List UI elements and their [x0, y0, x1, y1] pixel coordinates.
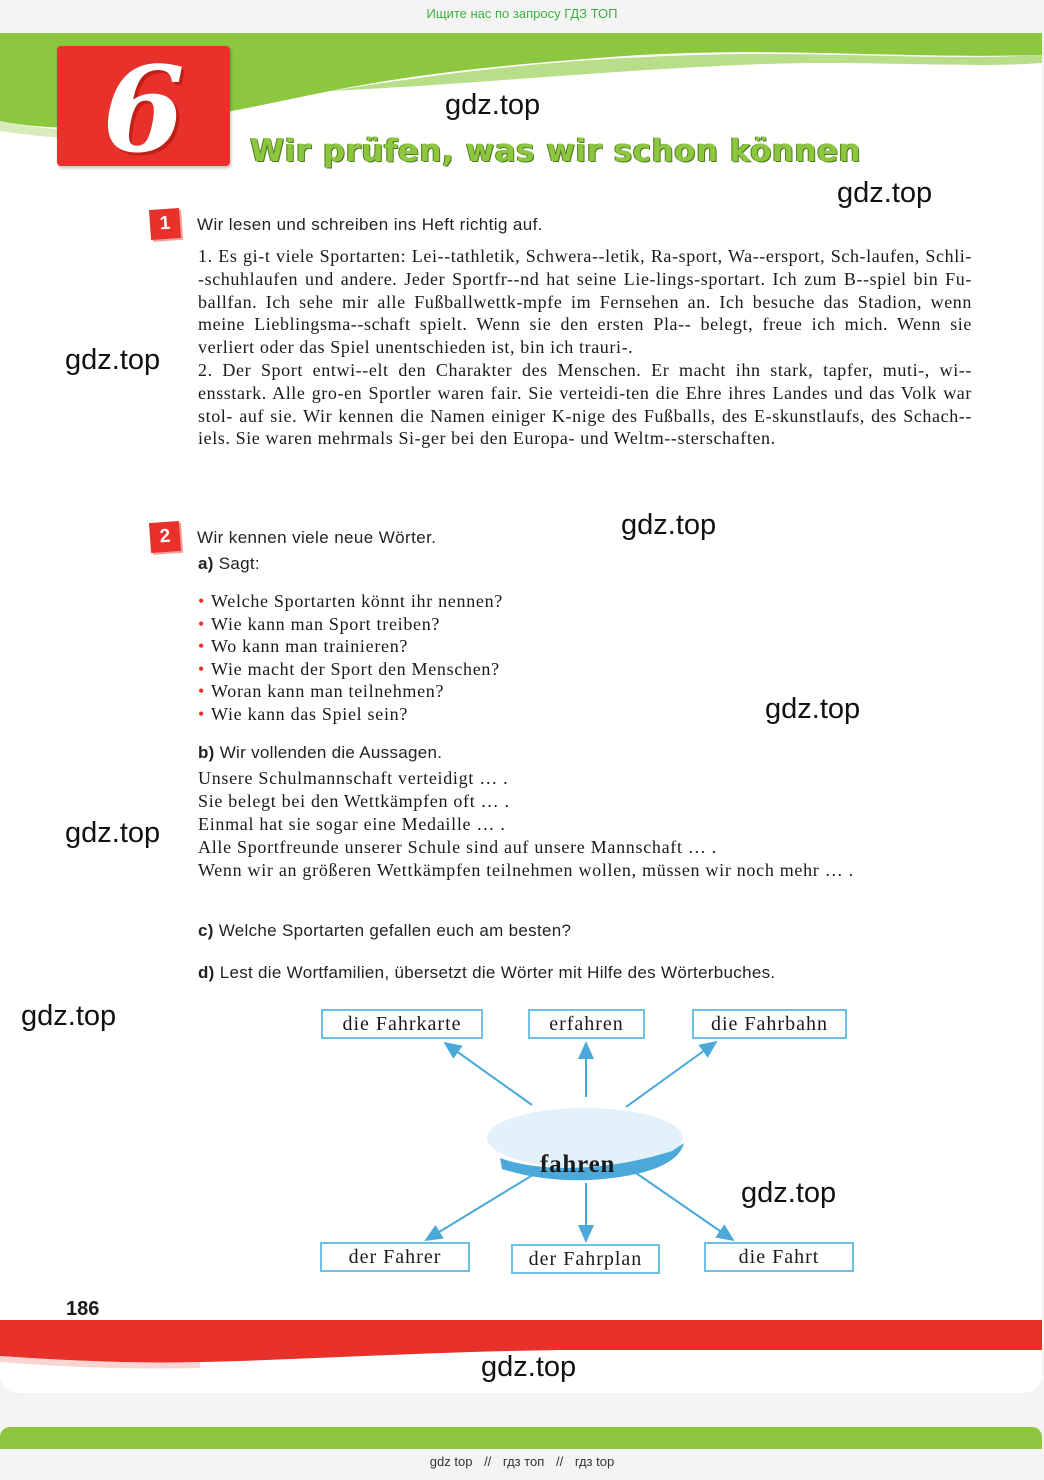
watermark: gdz.top: [837, 177, 933, 209]
footer-separator: //: [555, 1454, 564, 1469]
subtask-label: c): [198, 921, 214, 940]
task-heading: Wir kennen viele neue Wörter.: [197, 528, 437, 547]
subtask-text: Welche Sportarten gefallen euch am besten?: [218, 921, 572, 940]
watermark: gdz.top: [21, 1000, 117, 1032]
footer-link[interactable]: гдз top: [574, 1454, 615, 1469]
word-box: der Fahrer: [320, 1242, 470, 1272]
exercise-paragraph: 2. Der Sport entwi--elt den Charakter des Menschen. Er macht ihn stark, tapfer, muti-, wi--ensstark. Alle gro-en Sportler waren fair. Sie verteidi-ten die Ehre ihres Landes und das Volk war stol- auf sie. Wir kennen die Namen einiger K-nige des Fußballs, des E-skunstlaufs, des Schach--iels. Sie waren mehrmals Si-ger bei den Europa- und Weltm--sterschaften.: [198, 359, 972, 449]
word-box: der Fahrplan: [511, 1244, 660, 1274]
word-box: erfahren: [528, 1009, 645, 1039]
chapter-number: 6: [102, 40, 185, 179]
chapter-title: Wir prüfen, was wir schon können: [250, 133, 862, 169]
footer-link[interactable]: гдз топ: [502, 1454, 545, 1469]
list-item: • Welche Sportarten könnt ihr nennen?: [198, 590, 503, 613]
task-number-badge: 1: [149, 208, 181, 240]
list-item: • Woran kann man teilnehmen?: [198, 680, 503, 703]
footer-link[interactable]: gdz top: [429, 1454, 473, 1469]
list-item: Wenn wir an größeren Wettkämpfen teilnehmen wollen, müssen wir noch mehr … .: [198, 860, 854, 880]
word-box: die Fahrt: [704, 1242, 854, 1272]
subtask-label: a): [198, 554, 214, 573]
watermark: gdz.top: [65, 817, 161, 849]
subtask-text: Sagt:: [218, 554, 260, 573]
list-item: Einmal hat sie sogar eine Medaille … .: [198, 814, 506, 834]
watermark: gdz.top: [741, 1177, 837, 1209]
top-search-link[interactable]: Ищите нас по запросу ГДЗ ТОП: [426, 6, 618, 21]
list-item: • Wie macht der Sport den Menschen?: [198, 658, 503, 681]
watermark: gdz.top: [445, 89, 541, 121]
list-item: Sie belegt bei den Wettkämpfen oft … .: [198, 791, 510, 811]
list-item: • Wie kann man Sport treiben?: [198, 613, 503, 636]
footer-links: [0, 1454, 1044, 1469]
word-box: die Fahrkarte: [321, 1009, 483, 1039]
subtask-text: Lest die Wortfamilien, übersetzt die Wörter mit Hilfe des Wörterbuches.: [219, 963, 776, 982]
word-box: die Fahrbahn: [692, 1009, 847, 1039]
exercise-paragraph: 1. Es gi-t viele Sportarten: Lei--tathletik, Schwera--letik, Ra-sport, Wa--ersport, Sch-laufen, Schli--schuhlaufen und andere. Jeder Sportfr--nd hat seine Lie-lings-sportart. Ich zum B--spiel bin Fu-ballfan. Ich sehe mir alle Fußballwettk-mpfe im Fernsehen an. Ich besuche das Stadion, wenn meine Lieblingsma--schaft spielt. Wenn sie den ersten Pla-- belegt, freue ich mich. Wenn sie verliert oder das Spiel unentschieden ist, bin ich trauri-.: [198, 246, 972, 358]
watermark: gdz.top: [621, 509, 717, 541]
subtask-label: b): [198, 743, 215, 762]
list-item: • Wo kann man trainieren?: [198, 635, 503, 658]
list-item: Alle Sportfreunde unserer Schule sind auf unsere Mannschaft … .: [198, 837, 717, 857]
page-number: 186: [66, 1298, 100, 1320]
list-item: • Wie kann das Spiel sein?: [198, 703, 503, 726]
watermark: gdz.top: [65, 344, 161, 376]
footer-separator: //: [484, 1454, 492, 1469]
task-heading: Wir lesen und schreiben ins Heft richtig auf.: [197, 215, 543, 234]
textbook-page: [0, 33, 1042, 1393]
list-item: Unsere Schulmannschaft verteidigt … .: [198, 768, 509, 788]
watermark: gdz.top: [481, 1351, 577, 1383]
word-family-arrows: [0, 33, 1042, 1393]
subtask-label: d): [198, 963, 215, 982]
center-word: fahren: [540, 1151, 616, 1178]
task-number-badge: 2: [149, 521, 181, 553]
bottom-green-band: [0, 1427, 1042, 1449]
subtask-text: Wir vollenden die Aussagen.: [219, 743, 443, 762]
watermark: gdz.top: [765, 693, 861, 725]
